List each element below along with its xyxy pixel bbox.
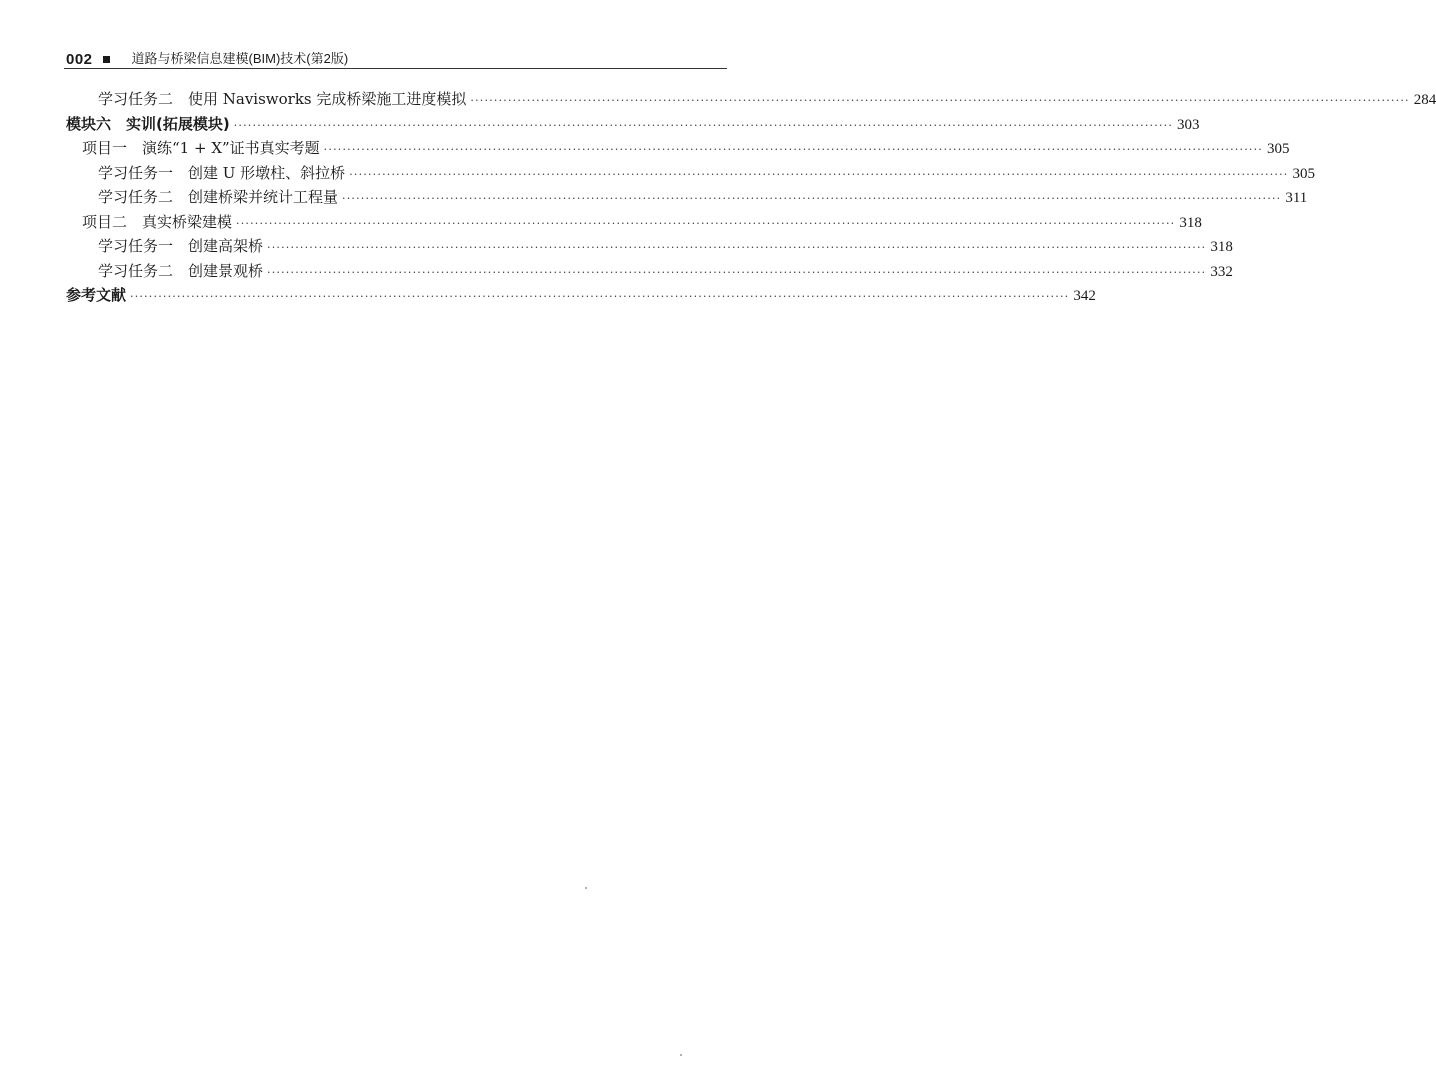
dot-leader: ········································································································································································································ — [267, 241, 1207, 254]
toc-entry[interactable] — [66, 211, 1202, 236]
toc-entry-page-number: 332 — [1210, 263, 1233, 280]
toc-entry-page-number: 305 — [1292, 165, 1316, 182]
toc-entry-title: 学习任务二 创建桥梁并统计工程量 — [98, 188, 339, 206]
toc-entry-page-number: 318 — [1179, 214, 1202, 231]
toc-entry-page-number: 311 — [1285, 190, 1308, 206]
toc-entry-page-number: 305 — [1267, 141, 1290, 157]
dot-leader: ········································································································································································································ — [323, 143, 1263, 156]
toc-entry-page-number: 284 — [1413, 92, 1436, 108]
dot-leader: ········································································································································································································ — [130, 290, 1070, 303]
black-square-icon — [103, 56, 110, 63]
dot-leader: ········································································································································································································ — [349, 167, 1289, 181]
toc-entry[interactable] — [66, 88, 1436, 113]
dot-leader: ········································································································································································································ — [342, 192, 1282, 205]
toc-entry-title: 学习任务二 创建景观桥 — [98, 261, 264, 280]
toc-entry[interactable] — [66, 113, 1200, 138]
dot-leader: ········································································································································································································ — [233, 118, 1174, 132]
dot-leader: ········································································································································································································ — [470, 94, 1410, 107]
toc-entry[interactable] — [66, 137, 1290, 162]
dot-leader: ········································································································································································································ — [267, 265, 1207, 279]
toc-entry-page-number: 342 — [1073, 288, 1096, 304]
toc-entry-title: 项目二 真实桥梁建模 — [82, 212, 233, 231]
toc-entry[interactable] — [66, 235, 1233, 260]
toc-entry-title: 学习任务一 创建高架桥 — [98, 237, 264, 255]
dot-leader: ········································································································································································································ — [236, 216, 1176, 230]
toc-entry-title: 模块六 实训(拓展模块) — [66, 114, 230, 133]
toc-entry-title: 学习任务二 使用 Navisworks 完成桥梁施工进度模拟 — [98, 90, 467, 108]
toc-entry[interactable] — [66, 186, 1308, 211]
scan-speck — [680, 1054, 682, 1056]
header-rule — [64, 68, 727, 69]
toc-entry-title: 项目一 演练“1 + X”证书真实考题 — [82, 139, 320, 157]
toc-entry[interactable] — [66, 260, 1233, 285]
page-header — [66, 44, 726, 68]
toc-entry-title: 参考文献 — [66, 286, 127, 304]
book-title: 道路与桥梁信息建模(BIM)技术(第2版) — [131, 51, 349, 66]
scan-speck — [585, 887, 587, 889]
toc-entry[interactable] — [66, 284, 1096, 309]
toc-entry[interactable] — [66, 162, 1316, 187]
toc-entry-page-number: 303 — [1177, 116, 1200, 133]
page-number: 002 — [66, 51, 93, 68]
toc-entry-page-number: 318 — [1210, 239, 1233, 255]
table-of-contents — [66, 88, 1436, 309]
toc-entry-title: 学习任务一 创建 U 形墩柱、斜拉桥 — [98, 163, 346, 182]
